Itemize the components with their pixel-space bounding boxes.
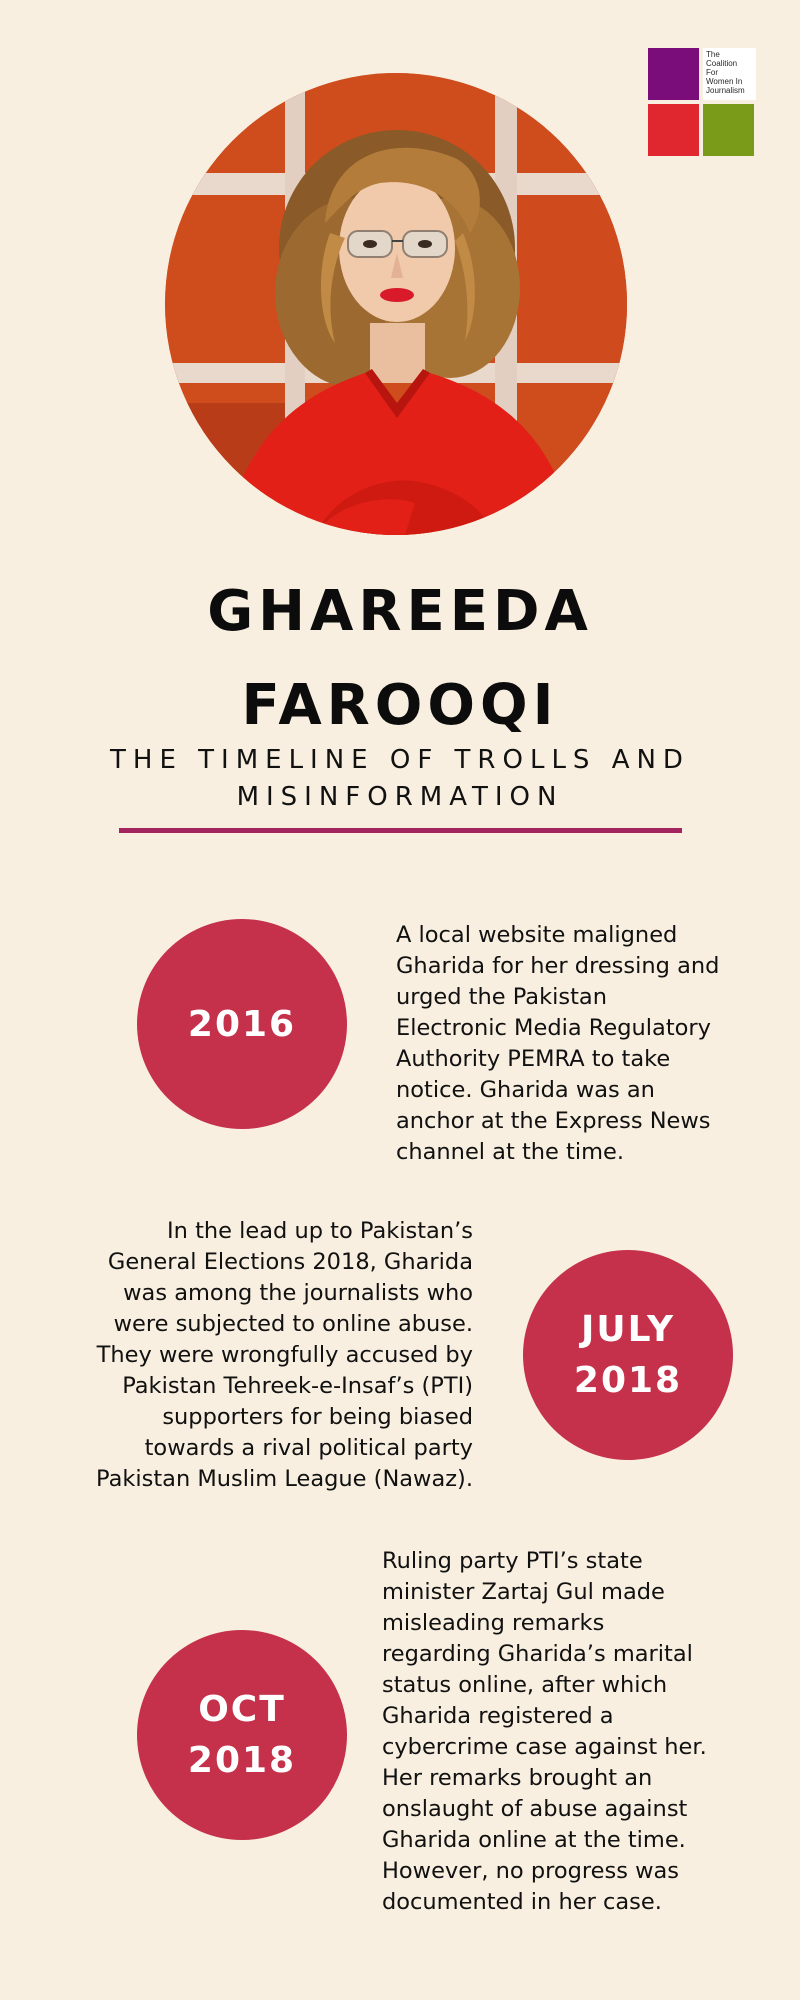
event-text-line: was among the journalists who [123,1280,473,1306]
timeline-event-text [40,1216,473,1495]
event-text-line: Authority PEMRA to take [396,1046,671,1072]
title-line: GHAREEDA [207,579,593,644]
logo-text-line: Women In [706,77,743,86]
event-text-line: notice. Gharida was an [396,1077,655,1103]
logo-text-line: For [706,68,718,77]
event-text-line: misleading remarks [382,1610,605,1636]
timeline-date-badge [137,919,347,1129]
event-text-line: supporters for being biased [162,1404,473,1430]
event-text-line: status online, after which [382,1672,668,1698]
page-title [0,565,800,753]
event-text-line: In the lead up to Pakistan’s [167,1218,473,1244]
logo-text-line: Journalism [706,86,745,95]
title-line: FAROOQI [241,673,559,738]
logo-text-square [703,48,756,100]
logo-green-square [703,104,754,156]
timeline-date-line: 2016 [187,1003,297,1045]
event-text-line: anchor at the Express News [396,1108,711,1134]
event-text-line: Gharida online at the time. [382,1827,686,1853]
event-text-line: They were wrongfully accused by [96,1342,473,1368]
logo-red-square [648,104,699,156]
event-text-line: were subjected to online abuse. [113,1311,473,1337]
logo-text-line: Coalition [706,59,738,68]
event-text-line: Gharida registered a [382,1703,614,1729]
timeline-date-badge [137,1630,347,1840]
event-text-line: General Elections 2018, Gharida [107,1249,473,1275]
event-text-line: Electronic Media Regulatory [396,1015,711,1041]
event-text-line: Gharida for her dressing and [396,953,720,979]
event-text-line: Ruling party PTI’s state [382,1548,643,1574]
timeline-event-text [396,920,756,1168]
event-text-line: documented in her case. [382,1889,662,1915]
timeline-event-text [382,1546,762,1918]
logo-purple-square [648,48,699,100]
logo-text [706,50,756,95]
coalition-logo [648,48,756,158]
page-subtitle [60,742,740,816]
timeline-date-line: OCT [198,1689,286,1730]
timeline-date-line: 2018 [187,1740,297,1781]
timeline-date-badge [523,1250,733,1460]
event-text-line: onslaught of abuse against [382,1796,688,1822]
event-text-line: towards a rival political party [144,1435,473,1461]
event-text-line: channel at the time. [396,1139,625,1165]
event-text-line: cybercrime case against her. [382,1734,707,1760]
event-text-line: urged the Pakistan [396,984,607,1010]
event-text-line: Her remarks brought an [382,1765,653,1791]
event-text-line: regarding Gharida’s marital [382,1641,693,1667]
event-text-line: However, no progress was [382,1858,680,1884]
title-divider [119,828,682,833]
portrait-photo [165,73,627,535]
subtitle-line: THE TIMELINE OF TROLLS AND [110,745,690,775]
subtitle-line: MISINFORMATION [236,782,564,812]
event-text-line: Pakistan Muslim League (Nawaz). [96,1466,473,1492]
timeline-date-line: 2018 [573,1360,683,1401]
timeline-date-line: JULY [580,1309,676,1350]
event-text-line: A local website maligned [396,922,678,948]
portrait-illustration [165,73,627,535]
logo-text-line: The [706,50,720,59]
event-text-line: Pakistan Tehreek-e-Insaf’s (PTI) [122,1373,473,1399]
event-text-line: minister Zartaj Gul made [382,1579,665,1605]
